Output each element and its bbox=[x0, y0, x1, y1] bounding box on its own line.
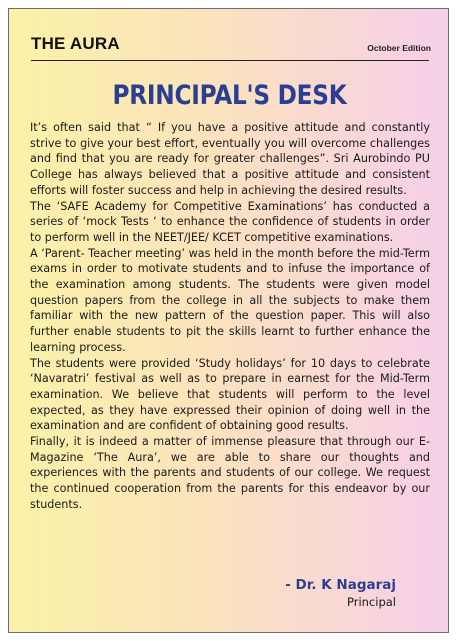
magazine-title: THE AURA bbox=[31, 34, 120, 53]
section-heading: PRINCIPAL'S DESK bbox=[112, 80, 347, 111]
page-header bbox=[31, 34, 431, 60]
signature-block bbox=[285, 577, 396, 610]
header-divider bbox=[31, 60, 429, 61]
signature-title: Principal bbox=[346, 595, 396, 609]
paragraph-parent-teacher-meeting: A ‘Parent- Teacher meeting’ was held in the month before the mid-Term exams in order to motivate students and to infuse the importance of the examination among students. The students were given model question papers from the college in all the subjects to make them familiar with the new pattern of the question paper. This will also further enable students to pit the skills learnt to further enhance the learning process. bbox=[30, 246, 430, 354]
article-body bbox=[30, 120, 430, 513]
signature-name: - Dr. K Nagaraj bbox=[285, 577, 396, 593]
paragraph-safe-academy: The ‘SAFE Academy for Competitive Examinations’ has conducted a series of ‘mock Tests ‘ to enhance the confidence of students in order to perform well in the NEET/JEE/ KCET competitive examinations. bbox=[30, 199, 430, 244]
paragraph-study-holidays: The students were provided ‘Study holidays’ for 10 days to celebrate ‘Navaratri’ festival as well as to prepare in earnest for the Mid-Term examination. We believe that students will perform to the level expected, as they have expressed their opinion of doing well in the examination and are confident of obtaining good results. bbox=[30, 356, 430, 433]
magazine-page bbox=[8, 8, 449, 633]
paragraph-closing: Finally, it is indeed a matter of immense pleasure that through our E-Magazine ‘The Aura’, we are able to share our thoughts and experiences with the parents and students of our college. We request the continued cooperation from the parents for this endeavor by our students. bbox=[30, 435, 430, 511]
paragraph-intro: It’s often said that “ If you have a positive attitude and constantly strive to give your best effort, eventually you will overcome challenges and find that you are ready for greater challenges”. Sri Aurobindo PU College has always believed that a positive attitude and consistent efforts will foster success and help in achieving the desired results. bbox=[30, 121, 430, 197]
edition-label: October Edition bbox=[367, 43, 431, 53]
